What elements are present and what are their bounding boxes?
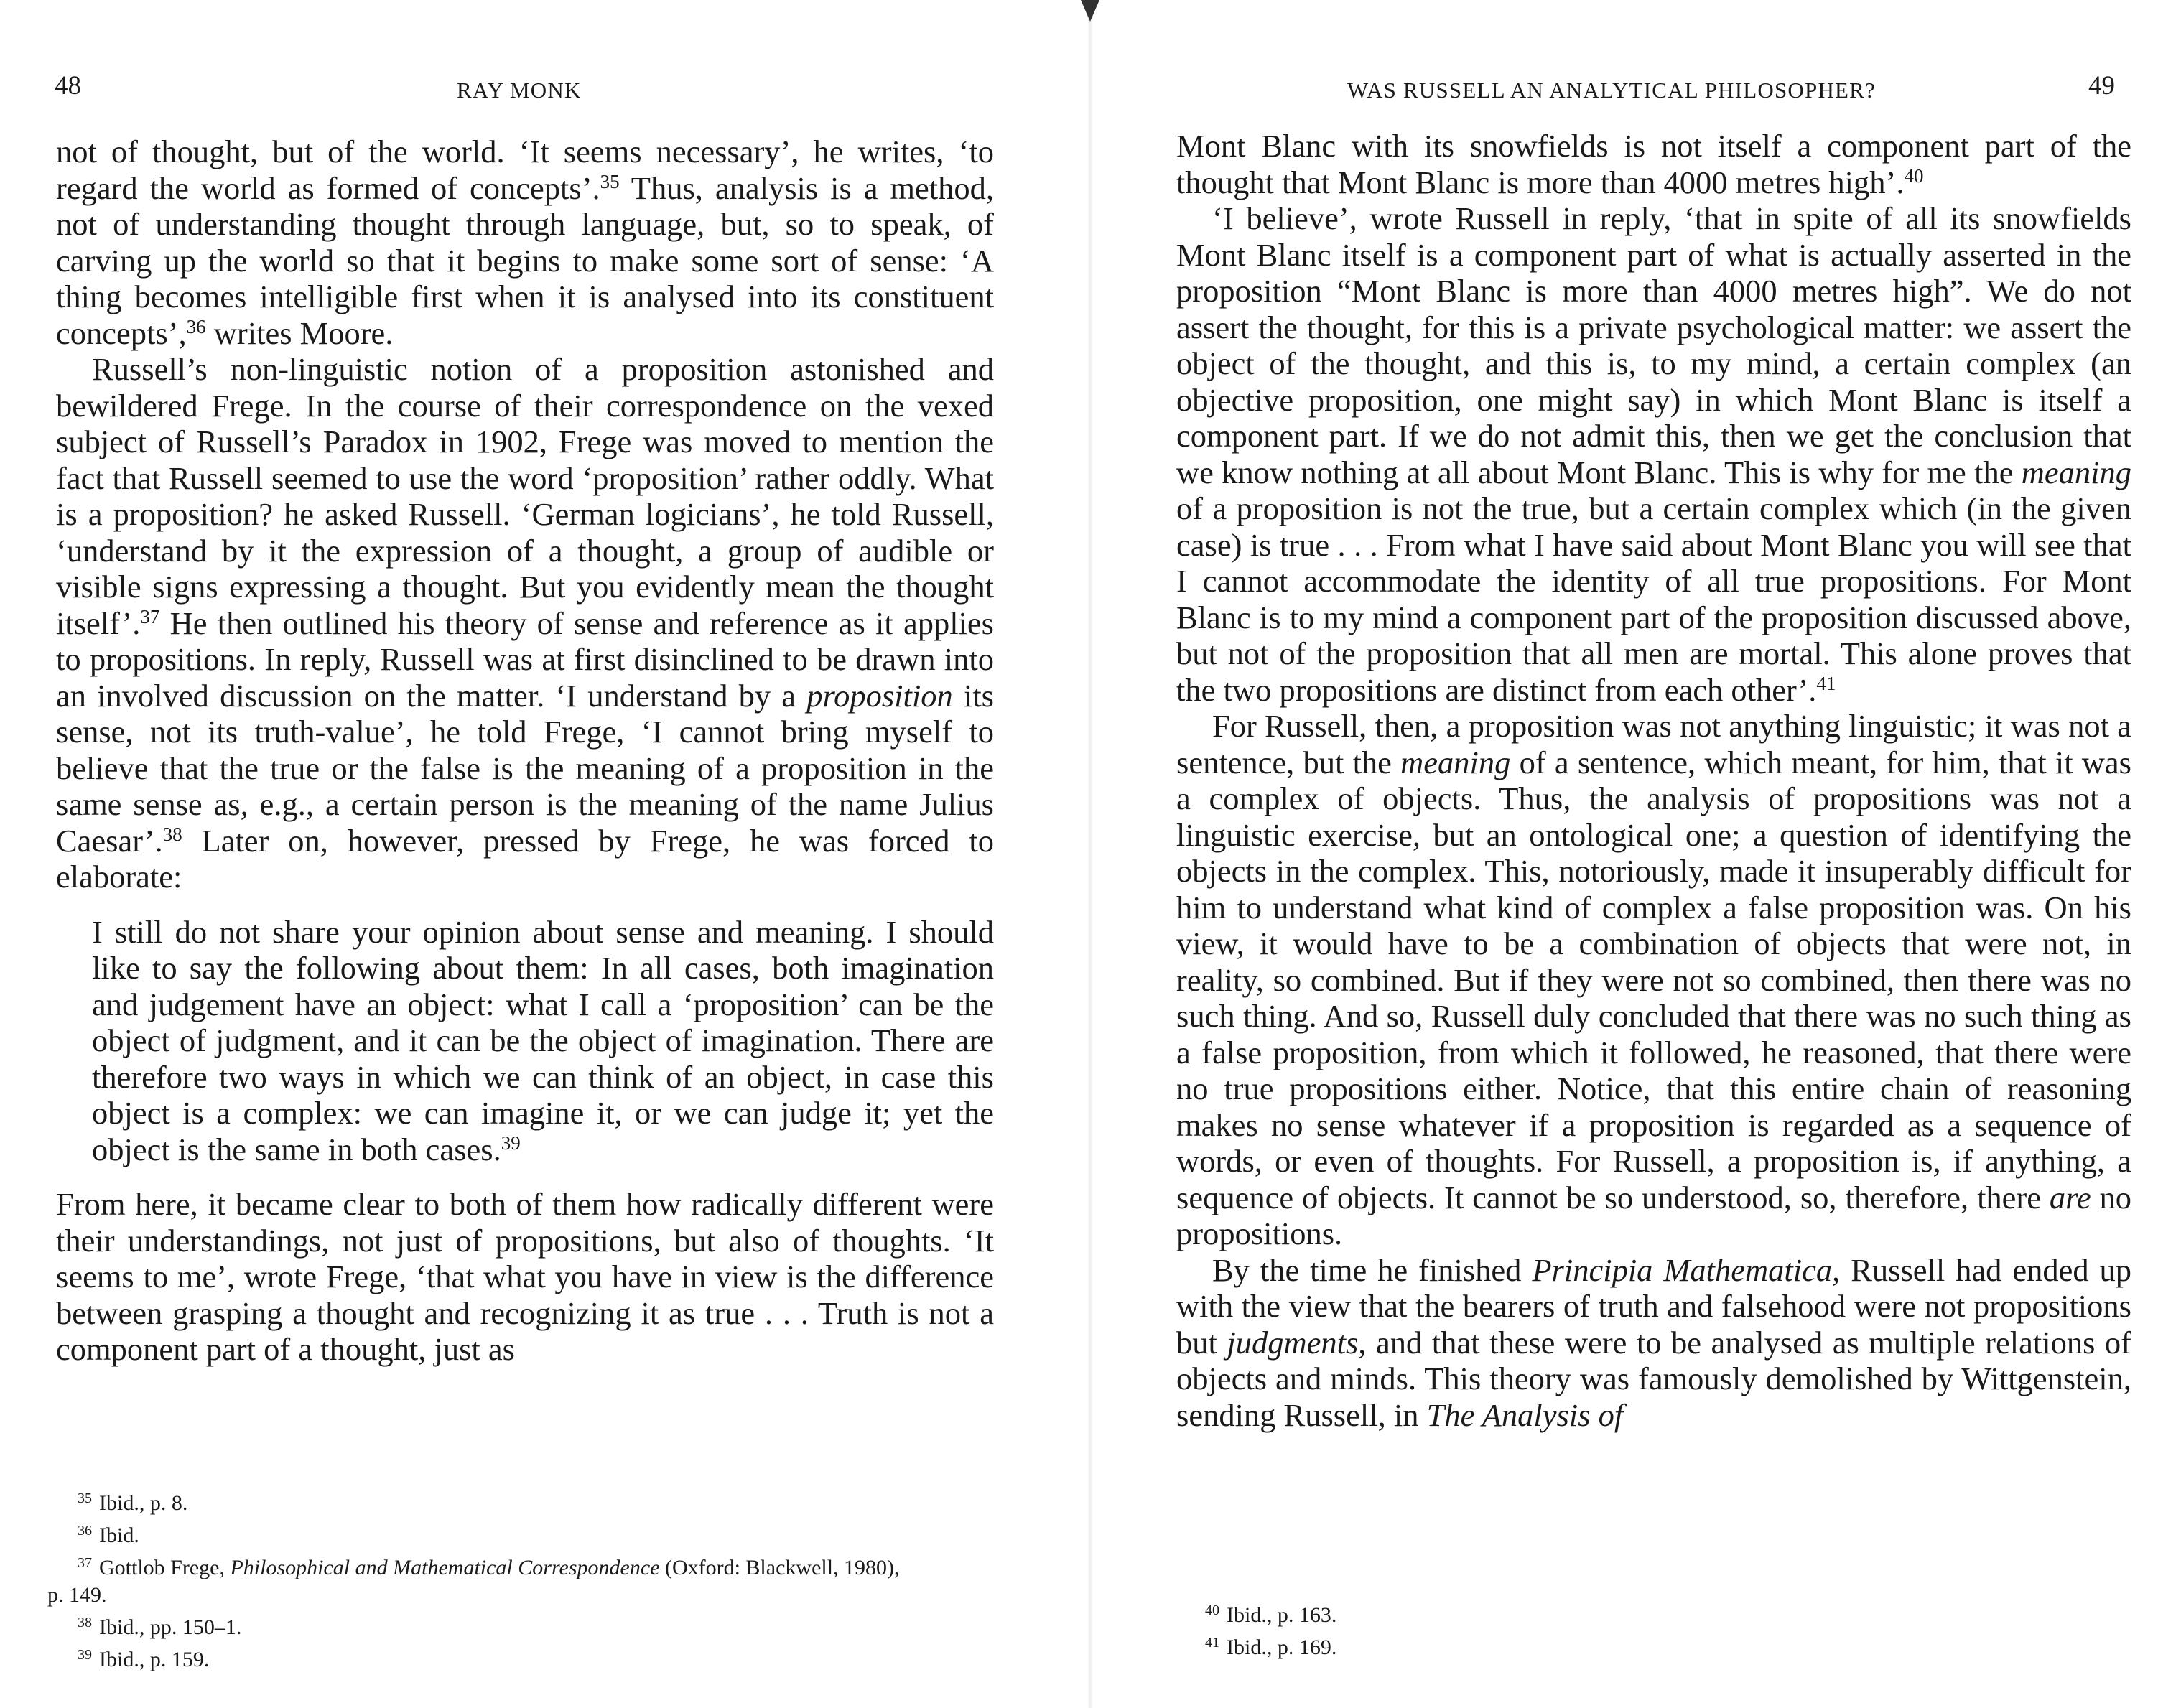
paragraph: not of thought, but of the world. ‘It seems necessary’, he writes, ‘to regard the world as formed of concepts’.$^{35}$ Thus, analysis is a method, not of understanding thought through language, but, so to speak, of carving up the world so that it begins to make some sort of sense: ‘A thing becomes intelligible first when it is analysed into its constituent concepts’,$^{36}$ writes Moore. — [56, 134, 995, 351]
paragraph: Russell’s non-linguistic notion of a proposition astonished and bewildered Frege. In the course of their correspondence on the vexed subject of Russell’s Paradox in 1902, Frege was moved to mention the fact that Russell seemed to use the word ‘proposition’ rather oddly. What is a proposition? he asked Russell. ‘German logicians’, he told Russell, ‘understand by it the expression of a thought, a group of audible or visible signs expressing a thought. But you evidently mean the thought itself’.$^{37}$ He then outlined his theory of sense and reference as it applies to propositions. In reply, Russell was at first disinclined to be drawn into an involved discussion on the matter. ‘I understand by a proposition its sense, not its truth-value’, he told Frege, ‘I cannot bring myself to believe that the true or the false is the meaning of a proposition in the same sense as, e.g., a certain person is the meaning of the name Julius Caesar’.$^{38}$ Later on, however, pressed by Frege, he was forced to elaborate: — [56, 351, 994, 895]
right-page — [1090, 0, 2181, 1708]
footnote-ref: 39 — [501, 1131, 521, 1154]
footnote: $^{37}$ Gottlob Frege, Philosophical and Mathematical Correspondence (Oxford: Blackwell, 1980), — [78, 1555, 900, 1579]
paragraph: From here, it became clear to both of them how radically different were their understandings, not just of propositions, but also of thoughts. ‘It seems to me’, wrote Frege, ‘that what you have in view is the difference between grasping a thought and recognizing it as true . . . Truth is not a component part of a thought, just as — [56, 1186, 994, 1367]
footnote: $^{36}$ Ibid. — [78, 1523, 139, 1547]
body-text — [56, 134, 994, 1368]
page-number: 49 — [2088, 71, 2115, 101]
footnote-ref: 40 — [1904, 164, 1924, 187]
footnote: $^{39}$ Ibid., p. 159. — [78, 1647, 210, 1671]
paragraph: ‘I believe’, wrote Russell in reply, ‘that in spite of all its snowfields Mont Blanc itself is a component part of what is actually asserted in the proposition “Mont Blanc is more than 4000 metres high”. We do not assert the thought, for this is a private psychological matter: we assert the object of the thought, and this is, to my mind, a certain complex (an objective proposition, one might say) in which Mont Blanc is itself a component part. If we do not admit this, then we get the conclusion that we know nothing at all about Mont Blanc. This is why for me the meaning of a proposition is not the true, but a certain complex which (in the given case) is true . . . From what I have said about Mont Blanc you will see that I cannot accommodate the identity of all true propositions. For Mont Blanc is to my mind a component part of the proposition discussed above, but not of the proposition that all men are mortal. This alone proves that the two propositions are distinct from each other’.$^{41}$ — [1176, 200, 2131, 708]
footnote-ref: 36 — [186, 315, 206, 337]
paragraph: For Russell, then, a proposition was not anything linguistic; it was not a sentence, but the meaning of a sentence, which meant, for him, that it was a complex of objects. Thus, the analysis of propositions was not a linguistic exercise, but an ontological one; a question of identifying the objects in the complex. This, notoriously, made it insuperably difficult for him to understand what kind of complex a false proposition was. On his view, it would have to be a combination of objects that were not, in reality, so combined. But if they were not so combined, then there was no such thing. And so, Russell duly concluded that there was no such thing as a false proposition, from which it followed, he reasoned, that there were no true propositions either. Notice, that this entire chain of reasoning makes no sense whatever if a proposition is regarded as a sequence of words, or even of thoughts. For Russell, a proposition is, if anything, a sequence of objects. It cannot be so understood, so, therefore, there are no propositions. — [1176, 708, 2132, 1251]
footnote: $^{38}$ Ibid., pp. 150–1. — [78, 1615, 242, 1639]
block-quote: I still do not share your opinion about sense and meaning. I should like to say the following about them: In all cases, both imagination and judgement have an object: what I call a ‘proposition’ can be the object of judgment, and it can be the object of imagination. There are therefore two ways in which we can think of an object, in case this object is a complex: we can imagine it, or we can judge it; yet the object is the same in both cases.$^{39}$ — [92, 913, 994, 1167]
paragraph: Mont Blanc with its snowfields is not itself a component part of the thought that Mont Blanc is more than 4000 metres high’.$^{40}$ — [1176, 128, 2131, 200]
body-text — [1176, 128, 2131, 1433]
footnote: $^{35}$ Ibid., p. 8. — [78, 1490, 188, 1515]
running-head: RAY MONK — [457, 78, 582, 103]
footnote-continuation: p. 149. — [47, 1583, 107, 1607]
footnote-ref: 38 — [162, 823, 182, 845]
footnote: $^{41}$ Ibid., p. 169. — [1205, 1635, 1337, 1659]
footnote-ref: 41 — [1816, 672, 1836, 694]
paragraph: By the time he finished Principia Mathematica, Russell had ended up with the view that the bearers of truth and falsehood were not propositions but judgments, and that these were to be analysed as multiple relations of objects and minds. This theory was famously demolished by Wittgenstein, sending Russell, in The Analysis of — [1176, 1251, 2131, 1433]
footnote-ref: 35 — [600, 170, 620, 192]
page-number: 48 — [55, 71, 81, 101]
footnote: $^{40}$ Ibid., p. 163. — [1205, 1602, 1337, 1627]
left-page — [0, 0, 1090, 1708]
footnotes — [47, 1485, 1010, 1674]
footnotes — [1175, 1597, 2137, 1661]
footnote-ref: 37 — [140, 605, 160, 627]
running-head: WAS RUSSELL AN ANALYTICAL PHILOSOPHER? — [1347, 78, 1877, 103]
